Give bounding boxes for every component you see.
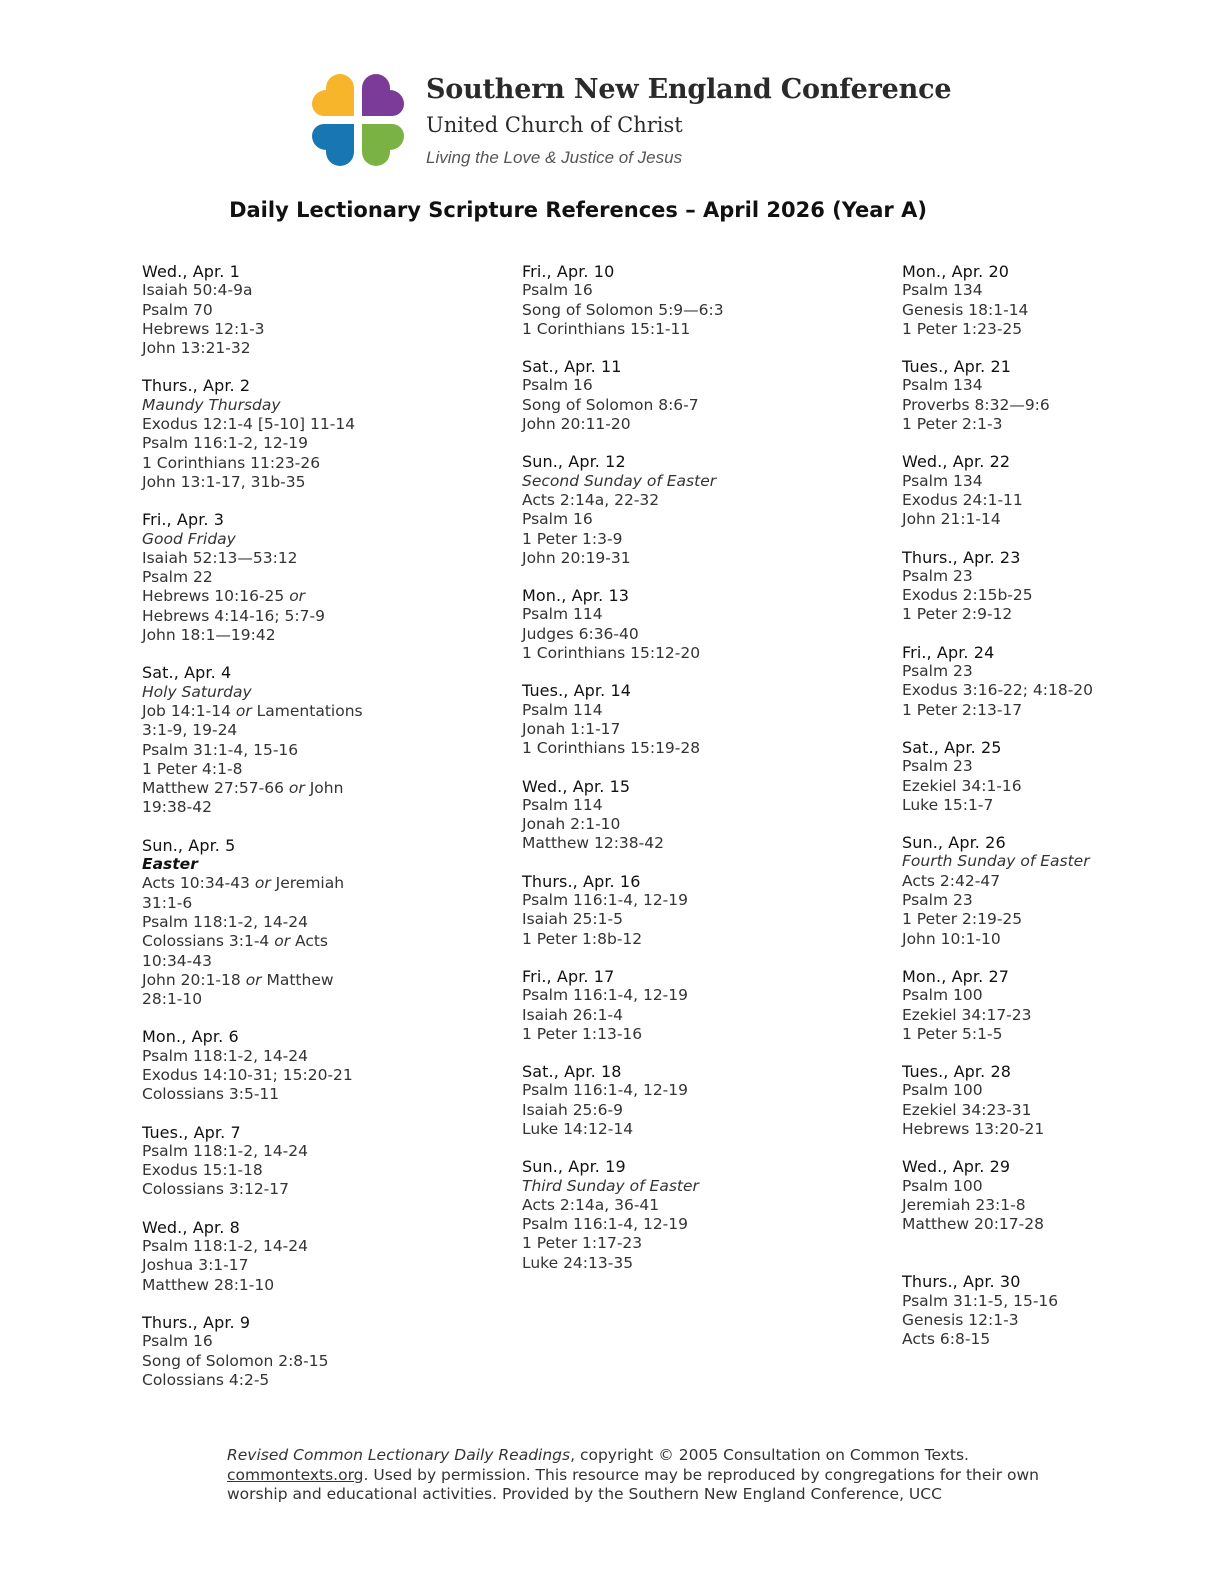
scripture-reading: Isaiah 26:1-4: [522, 1005, 623, 1024]
day-heading: Mon., Apr. 27: [902, 966, 1010, 986]
logo-heart-green: [362, 124, 404, 166]
day-heading: Thurs., Apr. 16: [522, 871, 641, 891]
scripture-reading: Psalm 16: [522, 376, 593, 395]
logo-heart-yellow: [312, 74, 354, 116]
day-entry: [522, 1062, 882, 1139]
day-entry: [902, 1157, 1224, 1234]
scripture-reading: Song of Solomon 8:6-7: [522, 395, 699, 414]
scripture-reading: Psalm 16: [142, 1332, 213, 1351]
scripture-reading: Song of Solomon 5:9—6:3: [522, 300, 724, 319]
liturgical-occasion: Third Sunday of Easter: [522, 1176, 699, 1195]
scripture-reading: 1 Corinthians 11:23-26: [142, 453, 321, 472]
scripture-reading: Psalm 70: [142, 300, 213, 319]
alternative-marker: or: [254, 874, 271, 893]
readings-column-1: [142, 262, 502, 1408]
scripture-reading: Hebrews 12:1-3: [142, 319, 265, 338]
scripture-reading: Psalm 23: [902, 566, 973, 585]
day-heading: Wed., Apr. 29: [902, 1157, 1011, 1177]
day-heading: Thurs., Apr. 2: [142, 376, 251, 396]
liturgical-occasion: Second Sunday of Easter: [522, 471, 717, 490]
day-entry: [142, 1123, 502, 1200]
day-heading: Sat., Apr. 18: [522, 1062, 622, 1082]
scripture-reading: Psalm 100: [902, 1176, 983, 1195]
day-heading: Fri., Apr. 10: [522, 262, 615, 281]
day-heading: Wed., Apr. 1: [142, 262, 240, 281]
scripture-reading: 19:38-42: [142, 798, 212, 817]
scripture-reading: 1 Peter 1:23-25: [902, 319, 1023, 338]
scripture-reading: Psalm 134: [902, 471, 983, 490]
scripture-reading: Psalm 100: [902, 1081, 983, 1100]
day-entry: [522, 872, 882, 949]
scripture-reading: 1 Peter 2:9-12: [902, 605, 1013, 624]
scripture-reading: Psalm 116:1-2, 12-19: [142, 434, 308, 453]
scripture-reading: 1 Peter 1:8b-12: [522, 929, 643, 948]
scripture-reading: 1 Peter 1:17-23: [522, 1234, 643, 1253]
scripture-reading: 1 Peter 1:13-16: [522, 1024, 643, 1043]
scripture-reading: 1 Peter 1:3-9: [522, 529, 623, 548]
scripture-reading: Exodus 15:1-18: [142, 1161, 263, 1180]
scripture-reading: Acts 2:14a, 36-41: [522, 1195, 660, 1214]
day-heading: Fri., Apr. 17: [522, 966, 615, 986]
scripture-reading: Psalm 31:1-4, 15-16: [142, 740, 299, 759]
day-heading: Sun., Apr. 12: [522, 452, 626, 472]
day-entry: [142, 262, 502, 358]
scripture-reading: Jeremiah 23:1-8: [902, 1195, 1026, 1214]
scripture-reading: Psalm 118:1-2, 14-24: [142, 912, 308, 931]
day-entry: [142, 663, 502, 817]
day-entry: [902, 738, 1224, 815]
document-title: Daily Lectionary Scripture References – April 2026 (Year A): [229, 198, 927, 222]
scripture-reading: Psalm 23: [902, 662, 973, 681]
scripture-reading: Psalm 116:1-4, 12-19: [522, 1215, 688, 1234]
scripture-reading: Colossians 3:1-4 or Acts: [142, 932, 329, 951]
day-entry: [902, 643, 1224, 720]
scripture-reading: 1 Corinthians 15:1-11: [522, 319, 691, 338]
scripture-reading: 31:1-6: [142, 893, 193, 912]
scripture-reading: Hebrews 4:14-16; 5:7-9: [142, 606, 325, 625]
liturgical-occasion: Holy Saturday: [142, 682, 252, 701]
alternative-marker: or: [288, 779, 305, 798]
scripture-reading: Exodus 24:1-11: [902, 490, 1023, 509]
footer-source-title: Revised Common Lectionary Daily Readings: [227, 1446, 571, 1464]
org-tagline: Living the Love & Justice of Jesus: [426, 148, 683, 167]
scripture-reading: John 13:1-17, 31b-35: [142, 472, 306, 491]
scripture-reading: Psalm 100: [902, 986, 983, 1005]
scripture-reading: Colossians 3:12-17: [142, 1180, 290, 1199]
scripture-reading: Psalm 16: [522, 281, 593, 300]
scripture-reading: 3:1-9, 19-24: [142, 721, 238, 740]
scripture-reading: Proverbs 8:32—9:6: [902, 395, 1050, 414]
day-entry: [902, 967, 1224, 1044]
letterhead: [306, 68, 952, 178]
day-heading: Thurs., Apr. 30: [902, 1272, 1021, 1292]
day-heading: Wed., Apr. 22: [902, 452, 1011, 472]
scripture-reading: Hebrews 10:16-25 or: [142, 587, 306, 606]
scripture-reading: Psalm 114: [522, 605, 603, 624]
scripture-reading: John 20:1-18 or Matthew: [142, 970, 334, 989]
day-entry: [522, 452, 882, 568]
scripture-reading: Psalm 16: [522, 510, 593, 529]
scripture-reading: Psalm 118:1-2, 14-24: [142, 1237, 308, 1256]
day-entry: [902, 452, 1224, 529]
scripture-reading: Colossians 3:5-11: [142, 1085, 280, 1104]
scripture-reading: John 21:1-14: [902, 510, 1001, 529]
scripture-reading: Joshua 3:1-17: [142, 1256, 249, 1275]
day-entry: [522, 777, 882, 854]
scripture-reading: Colossians 4:2-5: [142, 1370, 270, 1389]
day-heading: Sat., Apr. 4: [142, 663, 232, 683]
day-heading: Tues., Apr. 28: [902, 1062, 1012, 1082]
day-entry: [142, 510, 502, 645]
scripture-reading: Acts 6:8-15: [902, 1330, 991, 1349]
org-subtitle: United Church of Christ: [426, 113, 683, 137]
scripture-reading: Psalm 23: [902, 757, 973, 776]
scripture-reading: 1 Peter 2:1-3: [902, 415, 1003, 434]
scripture-reading: Isaiah 52:13—53:12: [142, 548, 298, 567]
scripture-reading: Matthew 27:57-66 or John: [142, 779, 344, 798]
day-entry: [902, 357, 1224, 434]
day-heading: Thurs., Apr. 9: [142, 1312, 251, 1332]
scripture-reading: Jonah 1:1-17: [522, 719, 621, 738]
readings-column-3: [902, 262, 1224, 1368]
scripture-reading: Psalm 22: [142, 568, 213, 587]
scripture-reading: Genesis 18:1-14: [902, 300, 1029, 319]
liturgical-occasion: Maundy Thursday: [142, 395, 281, 414]
day-heading: Tues., Apr. 7: [142, 1122, 241, 1142]
scripture-reading: Exodus 2:15b-25: [902, 586, 1033, 605]
day-heading: Mon., Apr. 20: [902, 262, 1010, 281]
day-entry: [902, 1272, 1224, 1349]
day-heading: Tues., Apr. 21: [902, 357, 1012, 377]
liturgical-occasion: Good Friday: [142, 529, 236, 548]
alternative-marker: or: [289, 587, 306, 606]
day-entry: [902, 262, 1224, 339]
org-name: Southern New England Conference: [426, 74, 952, 105]
day-heading: Sun., Apr. 5: [142, 835, 236, 855]
scripture-reading: John 20:19-31: [522, 548, 631, 567]
scripture-reading: Isaiah 50:4-9a: [142, 281, 253, 300]
alternative-marker: or: [235, 701, 252, 720]
scripture-reading: John 20:11-20: [522, 415, 631, 434]
day-heading: Mon., Apr. 13: [522, 586, 630, 606]
scripture-reading: Psalm 116:1-4, 12-19: [522, 1081, 688, 1100]
day-entry: [522, 967, 882, 1044]
alternative-marker: or: [274, 932, 291, 951]
day-heading: Sat., Apr. 11: [522, 357, 622, 377]
day-entry: [142, 376, 502, 492]
day-heading: Fri., Apr. 24: [902, 642, 995, 662]
scripture-reading: Matthew 20:17-28: [902, 1215, 1044, 1234]
scripture-reading: Psalm 116:1-4, 12-19: [522, 891, 688, 910]
scripture-reading: 1 Corinthians 15:19-28: [522, 739, 701, 758]
footer-copyright: , copyright © 2005 Consultation on Common Texts.: [570, 1446, 969, 1464]
day-heading: Sat., Apr. 25: [902, 737, 1002, 757]
scripture-reading: Psalm 23: [902, 891, 973, 910]
day-entry: [902, 833, 1224, 949]
footer-permission: . Used by permission. This resource may be reproduced by congregations for their own worship and educational activities. Provided by the Southern New England Conference, UCC: [227, 1465, 1039, 1503]
scripture-reading: Matthew 12:38-42: [522, 834, 664, 853]
day-heading: Wed., Apr. 8: [142, 1217, 240, 1237]
scripture-reading: Job 14:1-14 or Lamentations: [142, 701, 363, 720]
scripture-reading: Exodus 3:16-22; 4:18-20: [902, 681, 1094, 700]
scripture-reading: Psalm 134: [902, 281, 983, 300]
scripture-reading: Judges 6:36-40: [522, 624, 639, 643]
logo-heart-purple: [362, 74, 404, 116]
scripture-reading: Acts 10:34-43 or Jeremiah: [142, 874, 345, 893]
scripture-reading: John 10:1-10: [902, 929, 1001, 948]
scripture-reading: Isaiah 25:1-5: [522, 910, 623, 929]
scripture-reading: 10:34-43: [142, 951, 212, 970]
scripture-reading: Ezekiel 34:1-16: [902, 776, 1022, 795]
day-entry: [522, 1157, 882, 1273]
scripture-reading: Ezekiel 34:17-23: [902, 1005, 1032, 1024]
day-entry: [142, 836, 502, 1010]
footer-credit: [227, 1446, 1047, 1505]
liturgical-occasion: Fourth Sunday of Easter: [902, 852, 1090, 871]
day-entry: [522, 586, 882, 663]
liturgical-occasion: Easter: [142, 855, 198, 874]
scripture-reading: 1 Peter 4:1-8: [142, 759, 243, 778]
scripture-reading: Exodus 14:10-31; 15:20-21: [142, 1065, 353, 1084]
scripture-reading: Psalm 116:1-4, 12-19: [522, 986, 688, 1005]
day-entry: [142, 1313, 502, 1390]
scripture-reading: Luke 14:12-14: [522, 1119, 634, 1138]
scripture-reading: Luke 24:13-35: [522, 1253, 634, 1272]
day-entry: [902, 548, 1224, 625]
scripture-reading: John 18:1—19:42: [142, 626, 276, 645]
readings-column-2: [522, 262, 882, 1291]
commontexts-link[interactable]: commontexts.org: [227, 1465, 364, 1484]
scripture-reading: Genesis 12:1-3: [902, 1311, 1019, 1330]
scripture-reading: 1 Corinthians 15:12-20: [522, 644, 701, 663]
scripture-reading: Psalm 118:1-2, 14-24: [142, 1141, 308, 1160]
scripture-reading: Psalm 134: [902, 376, 983, 395]
scripture-reading: Psalm 114: [522, 700, 603, 719]
scripture-reading: Psalm 31:1-5, 15-16: [902, 1291, 1059, 1310]
scripture-reading: 1 Peter 5:1-5: [902, 1024, 1003, 1043]
day-entry: [522, 681, 882, 758]
day-entry: [142, 1027, 502, 1104]
day-heading: Sun., Apr. 19: [522, 1157, 626, 1177]
scripture-reading: 28:1-10: [142, 990, 203, 1009]
scripture-reading: Psalm 118:1-2, 14-24: [142, 1046, 308, 1065]
day-heading: Tues., Apr. 14: [522, 681, 632, 701]
scripture-reading: Jonah 2:1-10: [522, 815, 621, 834]
scripture-reading: Acts 2:42-47: [902, 871, 1001, 890]
day-entry: [522, 262, 882, 339]
day-heading: Thurs., Apr. 23: [902, 547, 1021, 567]
scripture-reading: Song of Solomon 2:8-15: [142, 1351, 329, 1370]
scripture-reading: Luke 15:1-7: [902, 795, 994, 814]
scripture-reading: Exodus 12:1-4 [5-10] 11-14: [142, 415, 356, 434]
scripture-reading: Ezekiel 34:23-31: [902, 1100, 1032, 1119]
scripture-reading: Isaiah 25:6-9: [522, 1100, 623, 1119]
scripture-reading: Matthew 28:1-10: [142, 1275, 275, 1294]
day-heading: Mon., Apr. 6: [142, 1027, 239, 1047]
scripture-reading: John 13:21-32: [142, 339, 251, 358]
conference-logo: [306, 68, 410, 172]
scripture-reading: 1 Peter 2:13-17: [902, 700, 1023, 719]
scripture-reading: 1 Peter 2:19-25: [902, 910, 1023, 929]
alternative-marker: or: [245, 970, 262, 989]
scripture-reading: Acts 2:14a, 22-32: [522, 490, 660, 509]
day-entry: [142, 1218, 502, 1295]
day-heading: Wed., Apr. 15: [522, 776, 631, 796]
day-heading: Sun., Apr. 26: [902, 833, 1006, 853]
day-entry: [902, 1062, 1224, 1139]
day-heading: Fri., Apr. 3: [142, 510, 225, 530]
scripture-reading: Hebrews 13:20-21: [902, 1119, 1045, 1138]
scripture-reading: Psalm 114: [522, 795, 603, 814]
day-entry: [522, 357, 882, 434]
logo-heart-blue: [312, 124, 354, 166]
